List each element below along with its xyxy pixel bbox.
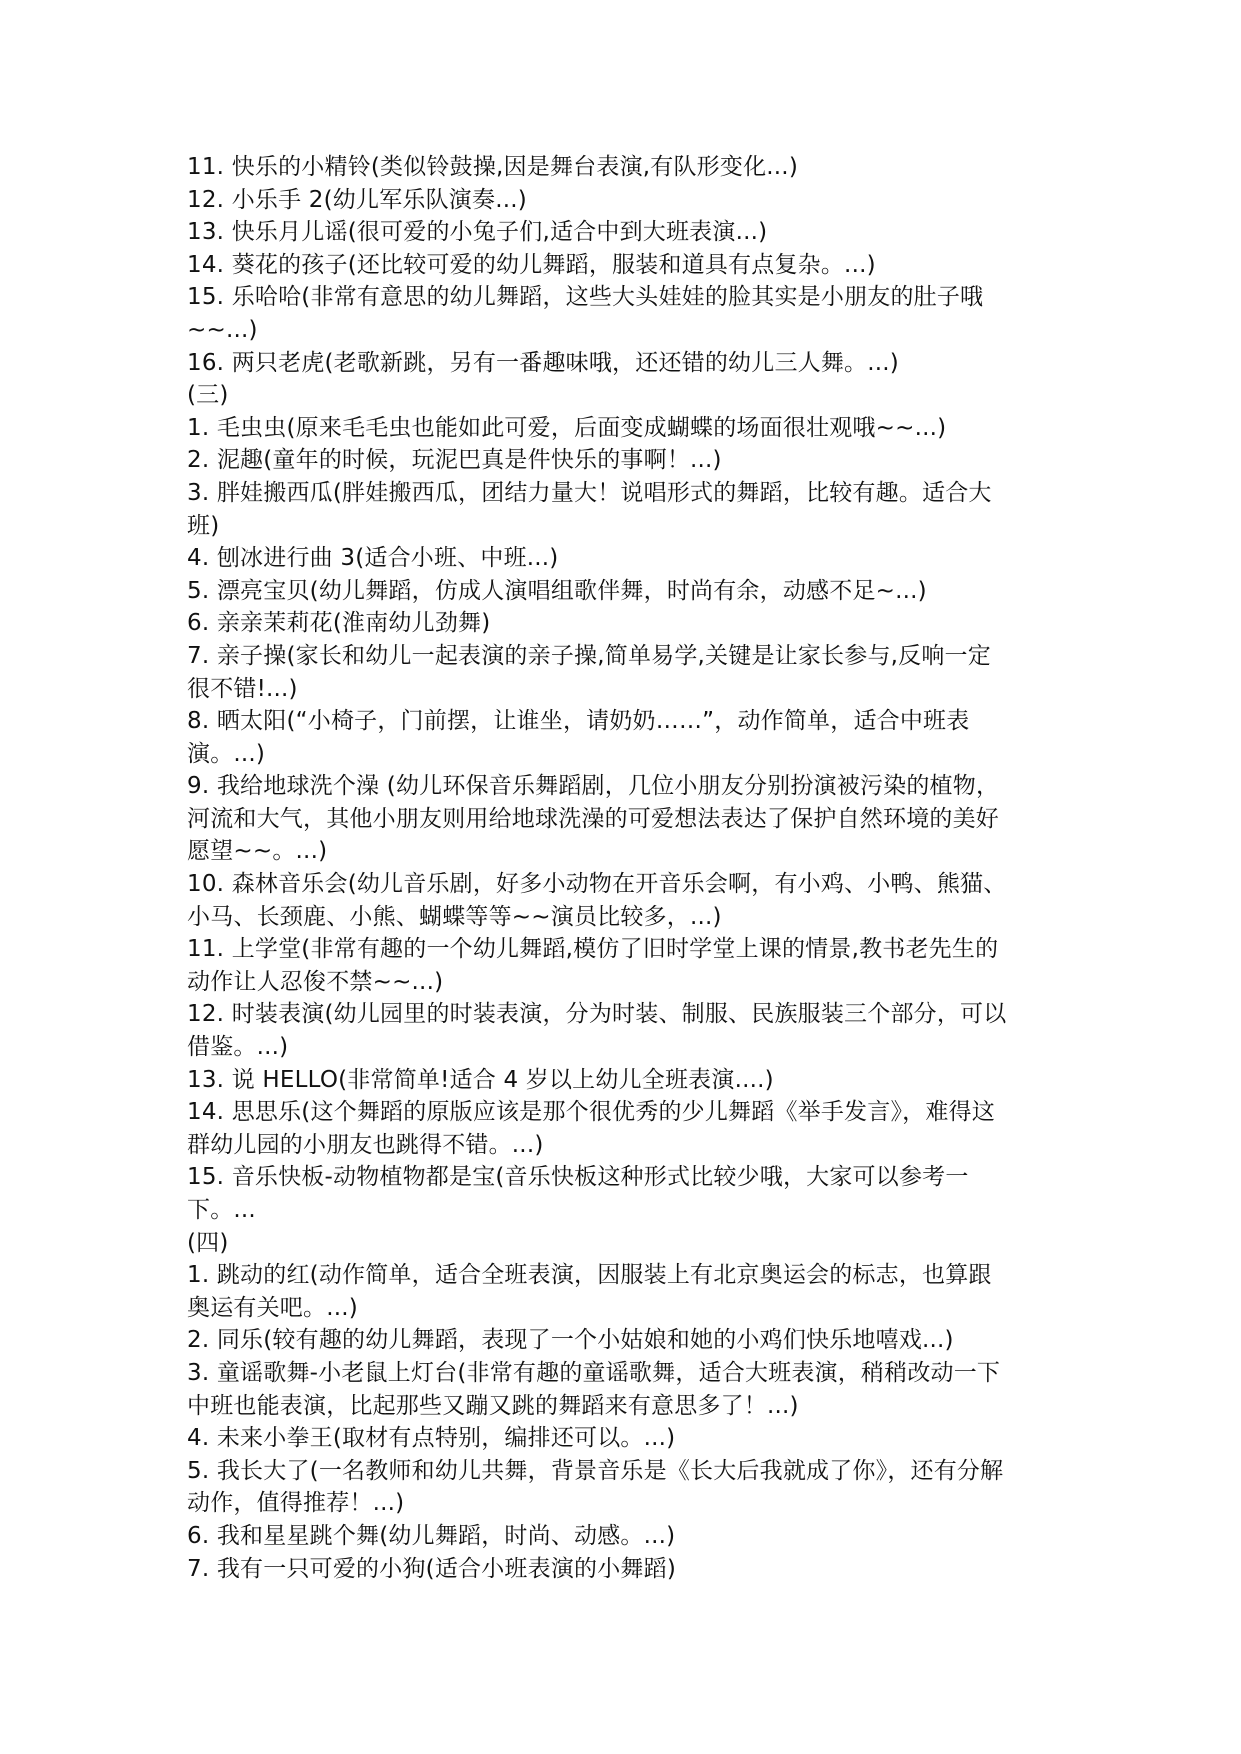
text-line: 15. 音乐快板-动物植物都是宝(音乐快板这种形式比较少哦，大家可以参考一 [187,1164,969,1191]
text-line: 12. 小乐手 2(幼儿军乐队演奏...) [187,186,527,213]
text-line: 12. 时装表演(幼儿园里的时装表演，分为时装、制服、民族服装三个部分，可以 [187,1001,1007,1028]
text-line: 5. 我长大了(一名教师和幼儿共舞，背景音乐是《长大后我就成了你》，还有分解 [187,1457,1004,1484]
text-line: 11. 快乐的小精铃(类似铃鼓操,因是舞台表演,有队形变化...) [187,154,798,180]
text-line: 2. 同乐(较有趣的幼儿舞蹈，表现了一个小姑娘和她的小鸡们快乐地嘻戏...) [187,1327,954,1354]
text-line: 7. 亲子操(家长和幼儿一起表演的亲子操,简单易学,关键是让家长参与,反响一定 [187,642,991,669]
text-line: 群幼儿园的小朋友也跳得不错。...) [187,1131,544,1158]
text-line: 演。...) [187,740,266,767]
text-line: 动作，值得推荐！...) [187,1490,405,1517]
text-line: (三) [187,382,229,409]
text-line: 很不错!...) [187,675,298,702]
text-line: 9. 我给地球洗个澡 (幼儿环保音乐舞蹈剧，几位小朋友分别扮演被污染的植物， [187,773,1000,800]
text-line: 1. 毛虫虫(原来毛毛虫也能如此可爱，后面变成蝴蝶的场面很壮观哦~~...) [187,414,947,441]
text-line: 14. 葵花的孩子(还比较可爱的幼儿舞蹈，服装和道具有点复杂。...) [187,251,876,278]
text-line: 河流和大气，其他小朋友则用给地球洗澡的可爱想法表达了保护自然环境的美好 [187,805,999,832]
text-line: 8. 晒太阳(“小椅子，门前摆，让谁坐，请奶奶……”，动作简单，适合中班表 [187,708,970,735]
text-line: 10. 森林音乐会(幼儿音乐剧，好多小动物在开音乐会啊，有小鸡、小鸭、熊猫、 [187,871,1007,898]
text-line: 借鉴。...) [187,1034,289,1061]
text-line: 3. 童谣歌舞-小老鼠上灯台(非常有趣的童谣歌舞，适合大班表演，稍稍改动一下 [187,1359,1001,1386]
text-line: 班) [187,512,220,539]
text-line: 1. 跳动的红(动作简单，适合全班表演，因服装上有北京奥运会的标志，也算跟 [187,1262,992,1289]
text-line: 4. 未来小拳王(取材有点特别，编排还可以。...) [187,1425,676,1452]
text-line: 奥运有关吧。...) [187,1294,358,1321]
text-line: 小马、长颈鹿、小熊、蝴蝶等等~~演员比较多，...) [187,903,722,930]
text-line: 下。... [187,1197,256,1223]
text-line: 16. 两只老虎(老歌新跳，另有一番趣味哦，还还错的幼儿三人舞。...) [187,349,899,376]
text-line: (四) [187,1229,229,1256]
text-line: 14. 思思乐(这个舞蹈的原版应该是那个很优秀的少儿舞蹈《举手发言》，难得这 [187,1099,995,1126]
text-line: ~~...) [187,316,258,343]
text-line: 中班也能表演，比起那些又蹦又跳的舞蹈来有意思多了！...) [187,1392,799,1419]
text-line: 7. 我有一只可爱的小狗(适合小班表演的小舞蹈) [187,1555,677,1582]
text-line: 动作让人忍俊不禁~~...) [187,968,444,995]
text-line: 4. 刨冰进行曲 3(适合小班、中班...) [187,545,559,572]
text-line: 6. 亲亲茉莉花(淮南幼儿劲舞) [187,610,491,637]
text-line: 6. 我和星星跳个舞(幼儿舞蹈，时尚、动感。...) [187,1522,676,1549]
text-line: 3. 胖娃搬西瓜(胖娃搬西瓜，团结力量大！说唱形式的舞蹈，比较有趣。适合大 [187,479,992,506]
text-line: 2. 泥趣(童年的时候，玩泥巴真是件快乐的事啊！...) [187,447,722,474]
text-line: 13. 快乐月儿谣(很可爱的小兔子们,适合中到大班表演...) [187,219,768,246]
text-line: 5. 漂亮宝贝(幼儿舞蹈，仿成人演唱组歌伴舞，时尚有余，动感不足~...) [187,577,927,604]
text-line: 15. 乐哈哈(非常有意思的幼儿舞蹈，这些大头娃娃的脸其实是小朋友的肚子哦 [187,284,984,311]
text-line: 11. 上学堂(非常有趣的一个幼儿舞蹈,模仿了旧时学堂上课的情景,教书老先生的 [187,936,999,963]
document-body [187,151,1057,1585]
text-line: 13. 说 HELLO(非常简单!适合 4 岁以上幼儿全班表演....) [187,1066,774,1093]
text-line: 愿望~~。...) [187,838,328,865]
